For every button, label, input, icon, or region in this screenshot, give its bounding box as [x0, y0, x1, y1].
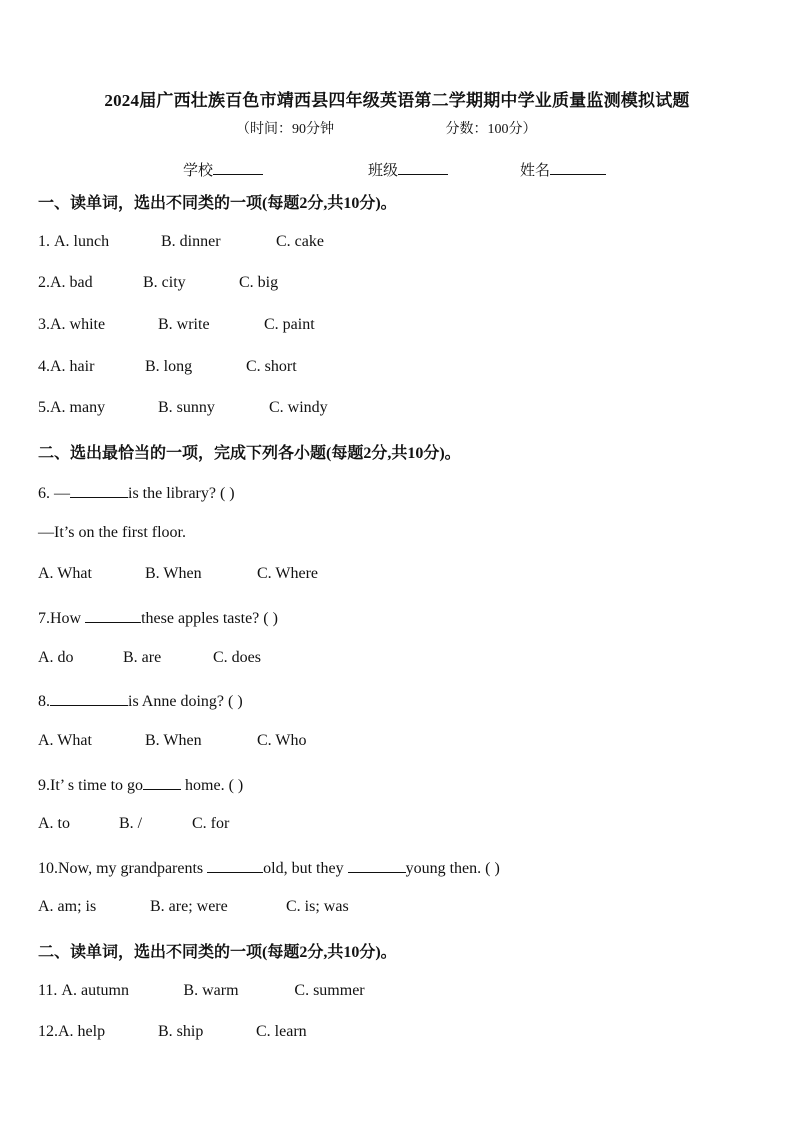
option-b[interactable]: B. When	[145, 732, 202, 749]
question-text-post: home. ( )	[181, 777, 244, 794]
option-b[interactable]: B. warm	[183, 982, 239, 999]
name-label: 姓名	[520, 163, 551, 179]
section2-heading: 二、选出最恰当的一项，完成下列各小题(每题2分,共10分)。	[38, 445, 461, 462]
option-b[interactable]: B. sunny	[158, 399, 215, 416]
answer-blank[interactable]	[143, 774, 181, 790]
section3-heading: 二、读单词，选出不同类的一项(每题2分,共10分)。	[38, 944, 397, 961]
option-a[interactable]: A. bad	[50, 274, 93, 291]
answer-blank-2[interactable]	[348, 857, 406, 873]
question-11	[38, 982, 365, 1000]
question-2	[38, 274, 278, 292]
question-text-post: these apples taste? ( )	[141, 610, 278, 627]
option-a[interactable]: A. hair	[50, 358, 95, 375]
question-text-pre: 6. —	[38, 485, 70, 502]
option-b[interactable]: B. dinner	[161, 233, 221, 250]
option-c[interactable]: C. summer	[294, 982, 365, 999]
option-a[interactable]: A. to	[38, 815, 70, 832]
question-number: 3.	[38, 316, 50, 333]
question-text-post: young then. ( )	[405, 860, 500, 877]
option-c[interactable]: C. big	[239, 274, 279, 291]
answer-blank[interactable]	[70, 482, 128, 498]
option-a[interactable]: A. autumn	[61, 982, 129, 999]
question-number: 4.	[38, 358, 50, 375]
name-field[interactable]	[520, 159, 606, 180]
class-blank[interactable]	[398, 160, 448, 175]
option-a[interactable]: A. help	[58, 1023, 106, 1040]
option-c[interactable]: C. learn	[256, 1023, 307, 1040]
option-b[interactable]: B. /	[119, 815, 143, 832]
question-text-pre: 7.How	[38, 610, 86, 627]
option-c[interactable]: C. short	[246, 358, 297, 375]
question-text-post: is Anne doing? ( )	[128, 693, 243, 710]
option-c[interactable]: C. paint	[264, 316, 315, 333]
question-9-options	[38, 815, 229, 833]
school-label: 学校	[183, 163, 214, 179]
question-number: 5.	[38, 399, 50, 416]
question-number: 11.	[38, 982, 62, 999]
option-c[interactable]: C. Who	[257, 732, 307, 749]
option-a[interactable]: A. am; is	[38, 898, 97, 915]
answer-blank-1[interactable]	[207, 857, 263, 873]
option-b[interactable]: B. ship	[158, 1023, 204, 1040]
answer-blank[interactable]	[50, 690, 128, 706]
question-9	[38, 774, 243, 795]
question-3	[38, 316, 315, 334]
class-label: 班级	[368, 163, 399, 179]
exam-score: 分数：100分）	[445, 122, 537, 137]
option-a[interactable]: A. What	[38, 565, 92, 582]
option-a[interactable]: A. many	[50, 399, 106, 416]
question-7	[38, 607, 278, 628]
option-b[interactable]: B. are; were	[150, 898, 228, 915]
question-number: 12.	[38, 1023, 58, 1040]
answer-blank[interactable]	[85, 607, 141, 623]
section1-heading: 一、读单词，选出不同类的一项(每题2分,共10分)。	[38, 195, 397, 212]
question-6-options	[38, 565, 318, 583]
question-number: 2.	[38, 274, 50, 291]
question-10-options	[38, 898, 349, 916]
question-5	[38, 399, 328, 417]
option-c[interactable]: C. windy	[269, 399, 328, 416]
option-c[interactable]: C. Where	[257, 565, 319, 582]
question-6	[38, 482, 235, 503]
option-a[interactable]: A. white	[50, 316, 106, 333]
exam-time: （时间：90分钟	[236, 122, 334, 137]
option-a[interactable]: A. lunch	[54, 233, 110, 250]
option-c[interactable]: C. for	[192, 815, 230, 832]
option-a[interactable]: A. What	[38, 732, 92, 749]
option-c[interactable]: C. cake	[276, 233, 324, 250]
question-8	[38, 690, 243, 711]
question-text-post: is the library? ( )	[128, 485, 235, 502]
option-b[interactable]: B. city	[143, 274, 186, 291]
question-8-options	[38, 732, 306, 750]
question-text-mid: old, but they	[263, 860, 348, 877]
question-12	[38, 1023, 307, 1041]
option-a[interactable]: A. do	[38, 649, 74, 666]
school-field[interactable]	[183, 159, 263, 180]
option-c[interactable]: C. is; was	[286, 898, 349, 915]
option-b[interactable]: B. long	[145, 358, 193, 375]
name-blank[interactable]	[550, 160, 606, 175]
question-1	[38, 233, 324, 251]
class-field[interactable]	[368, 159, 448, 180]
option-b[interactable]: B. When	[145, 565, 202, 582]
option-b[interactable]: B. write	[158, 316, 210, 333]
question-text-pre: 9.It’ s time to go	[38, 777, 144, 794]
question-number: 1.	[38, 233, 54, 250]
question-text-pre: 10.Now, my grandparents	[38, 860, 208, 877]
option-c[interactable]: C. does	[213, 649, 261, 666]
question-10	[38, 857, 500, 878]
question-6-response: —It’s on the first floor.	[38, 524, 186, 541]
question-4	[38, 358, 297, 376]
exam-meta	[236, 118, 537, 138]
option-b[interactable]: B. are	[123, 649, 162, 666]
page-title: 2024届广西壮族百色市靖西县四年级英语第二学期期中学业质量监测模拟试题	[104, 91, 690, 110]
question-text-pre: 8.	[38, 693, 50, 710]
question-7-options	[38, 649, 261, 667]
school-blank[interactable]	[213, 160, 263, 175]
